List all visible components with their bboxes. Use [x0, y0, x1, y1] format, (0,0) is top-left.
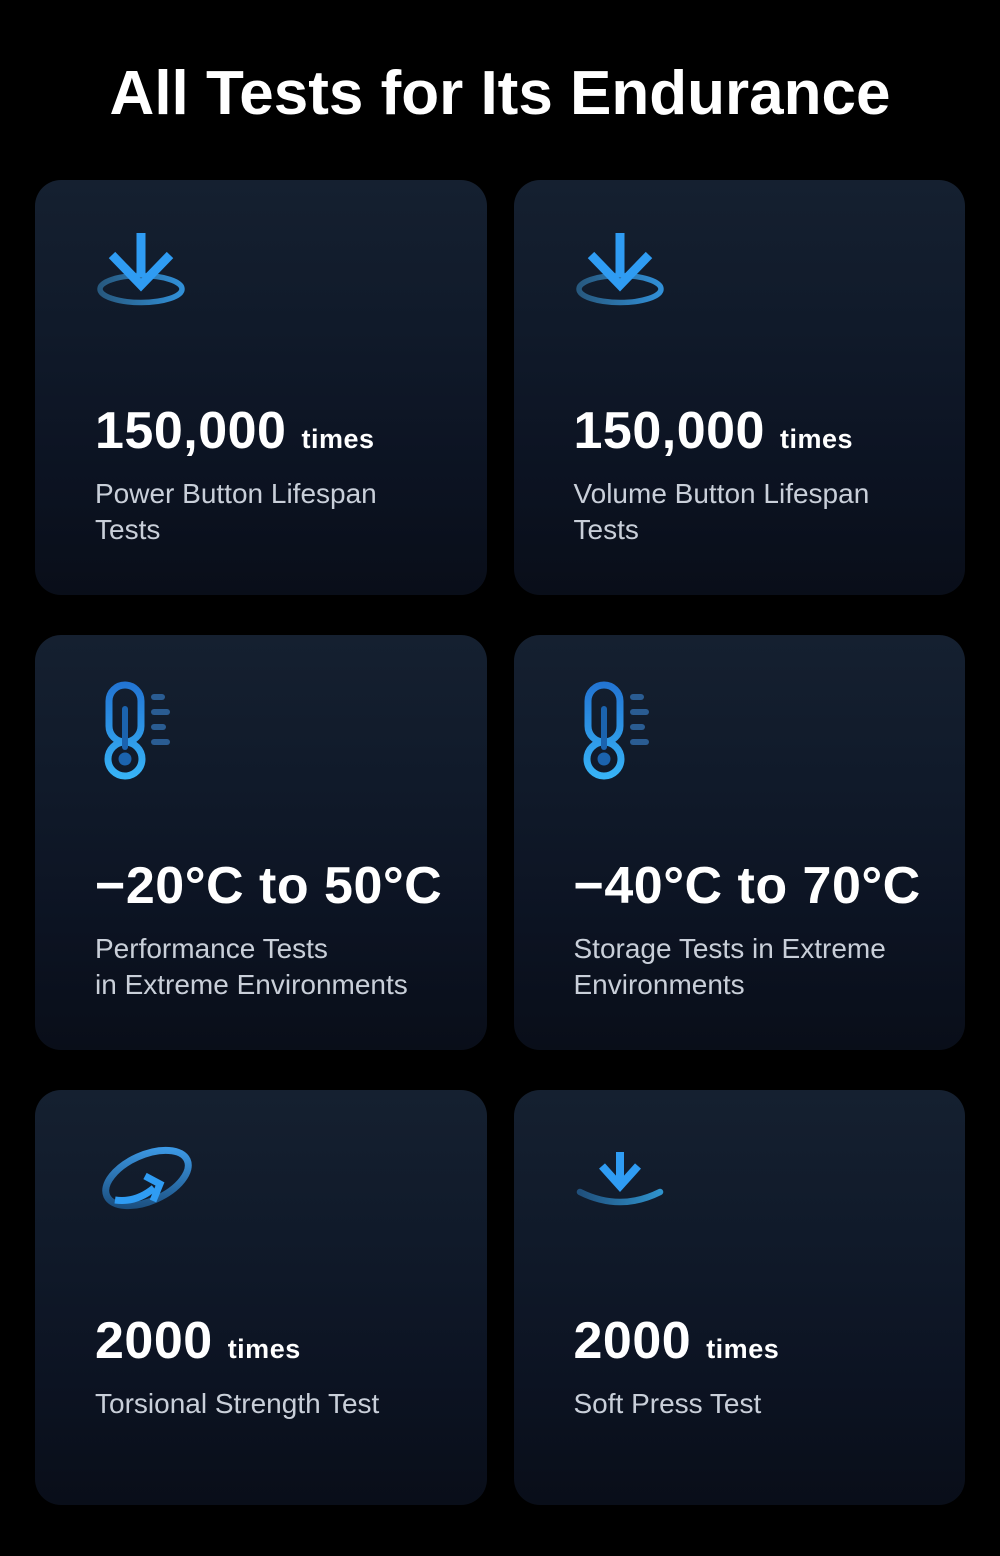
stat-value: 150,000 — [95, 402, 287, 461]
stat-unit: times — [706, 1334, 780, 1365]
stat-label — [574, 1386, 912, 1422]
label-line-2: Tests — [573, 513, 639, 545]
press-icon — [95, 226, 433, 328]
stat-unit: times — [779, 424, 854, 455]
test-card-performance-temp — [35, 635, 487, 1050]
stat-label — [95, 1386, 433, 1422]
stat-value: −40°C to 70°C — [573, 857, 921, 916]
stat-value-row — [574, 1310, 912, 1372]
press-icon — [574, 226, 912, 328]
thermometer-icon — [574, 681, 912, 783]
stat-label — [95, 476, 433, 548]
label-line-2: Environments — [573, 968, 745, 1000]
test-card-volume-button — [514, 180, 966, 595]
test-card-torsion — [35, 1090, 487, 1505]
stat-value-row — [574, 400, 912, 462]
stat-value-row — [95, 400, 433, 462]
stat-value: 2000 — [573, 1312, 692, 1371]
test-card-soft-press — [514, 1090, 966, 1505]
thermometer-icon — [95, 681, 433, 783]
stat-label — [574, 476, 912, 548]
test-card-power-button — [35, 180, 487, 595]
stat-unit: times — [227, 1334, 301, 1365]
stat-label — [95, 931, 433, 1003]
label-line-2: in Extreme Environments — [95, 968, 408, 1000]
stat-value: −20°C to 50°C — [95, 857, 443, 916]
stat-value: 150,000 — [573, 402, 765, 461]
stat-label — [574, 931, 912, 1003]
page-title: All Tests for Its Endurance — [109, 59, 891, 128]
soft-press-icon — [574, 1136, 912, 1238]
label-line-1: Performance Tests — [95, 932, 328, 964]
test-cards-grid — [35, 180, 965, 1505]
stat-value-row — [573, 855, 921, 917]
test-card-storage-temp — [514, 635, 966, 1050]
stat-value-row — [95, 1310, 433, 1372]
label-line-2: Tests — [95, 513, 161, 545]
label-line-1: Power Button Lifespan — [95, 477, 377, 509]
label-line-1: Storage Tests in Extreme — [573, 932, 886, 964]
stat-unit: times — [301, 424, 375, 455]
stat-value-row — [95, 855, 443, 917]
label-line-1: Soft Press Test — [573, 1387, 762, 1419]
label-line-1: Torsional Strength Test — [95, 1387, 380, 1419]
label-line-1: Volume Button Lifespan — [573, 477, 870, 509]
torsion-icon — [95, 1136, 433, 1238]
stat-value: 2000 — [95, 1312, 213, 1371]
